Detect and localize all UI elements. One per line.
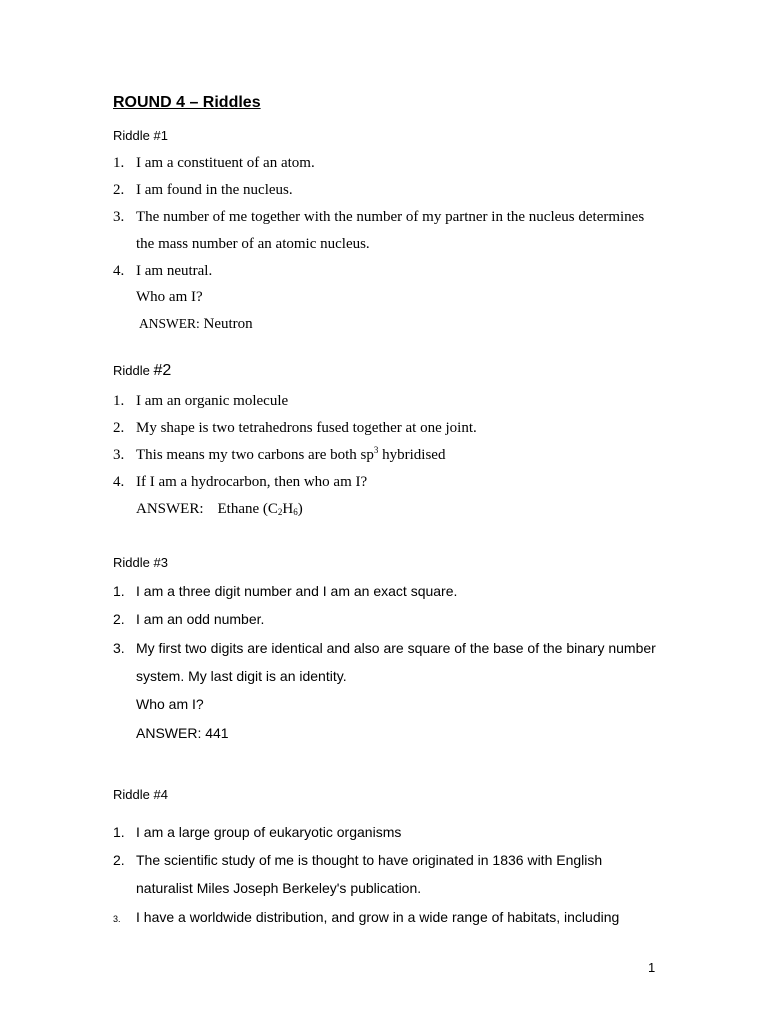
riddle-1-answer: [139, 316, 253, 333]
riddle-1-heading: Riddle #1: [113, 128, 168, 143]
riddle-1-item-2: I am found in the nucleus.: [136, 182, 293, 198]
answer-value: Ethane (C: [217, 501, 278, 517]
riddle-3-item-2-number: 2.: [113, 611, 125, 627]
riddle-1-item-1: I am a constituent of an atom.: [136, 155, 315, 171]
riddle-2-item-1: I am an organic molecule: [136, 393, 289, 409]
riddle-1-item-3: The number of me together with the number of my partner in the nucleus determines: [136, 209, 645, 225]
riddle-2-item-4: If I am a hydrocarbon, then who am I?: [136, 474, 368, 490]
answer-value-end: ): [297, 501, 303, 517]
riddle-1-item-4: I am neutral.: [136, 263, 213, 279]
riddle-4-item-3: I have a worldwide distribution, and grow in a wide range of habitats, including: [136, 909, 620, 925]
riddle-3-item-1-number: 1.: [113, 583, 125, 599]
riddle-2-answer: [136, 501, 303, 518]
riddle-2-item-4-number: 4.: [113, 474, 125, 490]
riddle-1-question: Who am I?: [136, 289, 203, 305]
riddle-3-answer: ANSWER: 441: [136, 725, 229, 741]
answer-value-mid: H: [282, 501, 294, 517]
riddle-2-item-3-number: 3.: [113, 447, 125, 463]
riddle-1-item-1-number: 1.: [113, 155, 125, 171]
riddle-2-item-3-text: This means my two carbons are both sp: [136, 447, 374, 463]
riddle-2-item-3: [136, 447, 445, 464]
riddle-4-item-1-number: 1.: [113, 824, 125, 840]
riddle-2-heading-word: Riddle: [113, 363, 150, 378]
riddle-3-item-2: I am an odd number.: [136, 611, 265, 627]
riddle-2-item-2-number: 2.: [113, 420, 125, 436]
riddle-1-item-3-continued: the mass number of an atomic nucleus.: [136, 236, 370, 252]
subscript: 6: [293, 507, 298, 517]
riddle-4-heading: Riddle #4: [113, 787, 168, 802]
riddle-3-item-3-continued: system. My last digit is an identity.: [136, 668, 347, 684]
riddle-2-item-2: My shape is two tetrahedrons fused together at one joint.: [136, 420, 477, 436]
answer-label: ANSWER:: [136, 501, 204, 517]
riddle-3-heading: Riddle #3: [113, 555, 168, 570]
riddle-4-item-3-number: 3.: [113, 914, 121, 924]
answer-label: ANSWER:: [139, 316, 200, 331]
riddle-1-item-2-number: 2.: [113, 182, 125, 198]
riddle-3-question: Who am I?: [136, 696, 204, 712]
riddle-1-item-3-number: 3.: [113, 209, 125, 225]
answer-value: Neutron: [203, 316, 253, 332]
page-number: 1: [648, 960, 656, 975]
riddle-4-item-2: The scientific study of me is thought to have originated in 1836 with English: [136, 852, 603, 868]
riddle-2-item-3-text-end: hybridised: [378, 447, 446, 463]
riddle-2-item-1-number: 1.: [113, 393, 125, 409]
riddle-4-item-2-continued: naturalist Miles Joseph Berkeley's publication.: [136, 880, 422, 896]
subscript: 2: [277, 507, 283, 517]
riddle-4-item-2-number: 2.: [113, 852, 125, 868]
riddle-2-heading-number: #2: [153, 362, 172, 379]
riddle-2-heading: [113, 362, 171, 380]
riddle-1-item-4-number: 4.: [113, 263, 125, 279]
riddle-4-item-1: I am a large group of eukaryotic organisms: [136, 824, 402, 840]
superscript: 3: [373, 445, 379, 455]
page-title: ROUND 4 – Riddles: [113, 94, 261, 111]
riddle-3-item-3-number: 3.: [113, 640, 125, 656]
riddle-3-item-3: My first two digits are identical and also are square of the base of the binary number: [136, 640, 656, 656]
riddle-3-item-1: I am a three digit number and I am an exact square.: [136, 583, 458, 599]
